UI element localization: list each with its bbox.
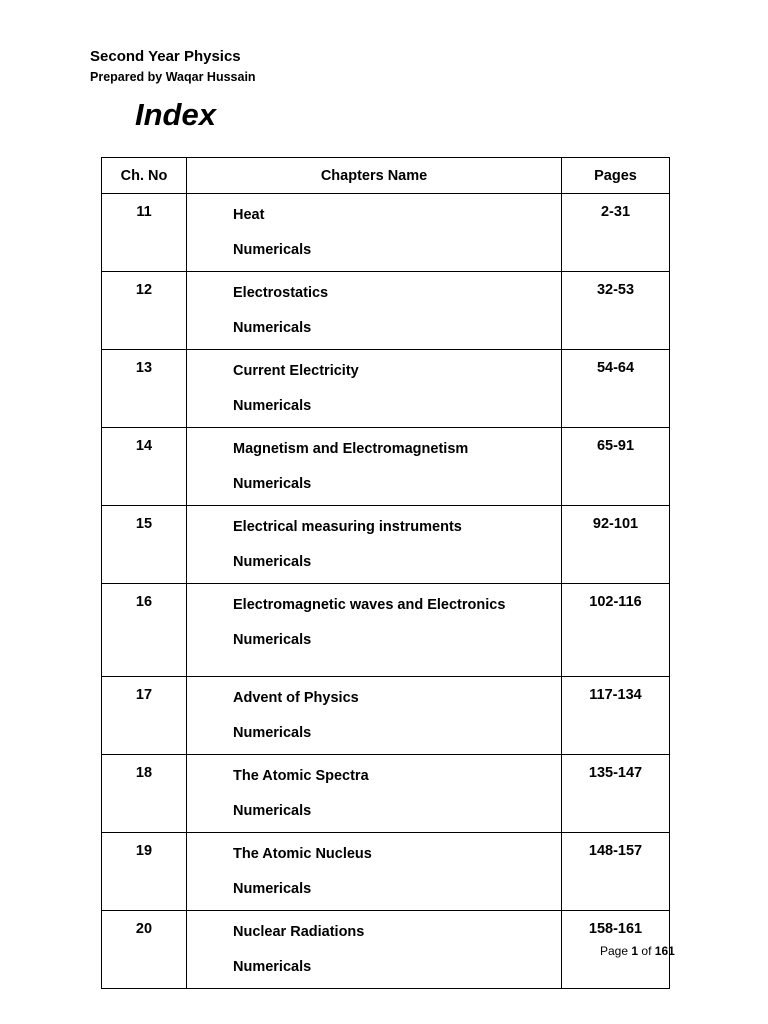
chapter-number: 11 bbox=[102, 194, 187, 272]
chapter-numericals: Numericals bbox=[233, 320, 312, 336]
chapter-numericals: Numericals bbox=[233, 476, 312, 492]
table-row bbox=[102, 677, 670, 755]
chapter-pages: 2-31 bbox=[562, 194, 670, 272]
chapter-pages: 135-147 bbox=[562, 755, 670, 833]
chapter-pages: 148-157 bbox=[562, 833, 670, 911]
chapter-name-cell bbox=[187, 506, 562, 584]
chapter-name: Electromagnetic waves and Electronics bbox=[233, 597, 506, 613]
chapter-name: Nuclear Radiations bbox=[233, 924, 365, 940]
chapter-numericals: Numericals bbox=[233, 959, 312, 975]
chapter-numericals: Numericals bbox=[233, 725, 312, 741]
page-of: of bbox=[641, 944, 652, 958]
table-row bbox=[102, 272, 670, 350]
table-row bbox=[102, 755, 670, 833]
document-title: Second Year Physics bbox=[90, 48, 241, 65]
index-table bbox=[101, 157, 670, 989]
column-header-pages: Pages bbox=[562, 158, 670, 194]
index-heading: Index bbox=[135, 97, 216, 132]
chapter-name: The Atomic Nucleus bbox=[233, 846, 372, 862]
page-prefix: Page bbox=[600, 944, 629, 958]
chapter-pages: 92-101 bbox=[562, 506, 670, 584]
chapter-name: Current Electricity bbox=[233, 363, 359, 379]
page-number bbox=[600, 944, 675, 958]
chapter-numericals: Numericals bbox=[233, 242, 312, 258]
chapter-pages: 117-134 bbox=[562, 677, 670, 755]
table-row bbox=[102, 833, 670, 911]
current-page: 1 bbox=[631, 944, 639, 958]
chapter-number: 13 bbox=[102, 350, 187, 428]
chapter-name: Electrical measuring instruments bbox=[233, 519, 462, 535]
chapter-name: Magnetism and Electromagnetism bbox=[233, 441, 469, 457]
chapter-name: Advent of Physics bbox=[233, 690, 359, 706]
chapter-name-cell bbox=[187, 677, 562, 755]
table-row bbox=[102, 350, 670, 428]
column-header-chapter-name: Chapters Name bbox=[187, 158, 562, 194]
chapter-pages: 102-116 bbox=[562, 584, 670, 677]
chapter-pages: 32-53 bbox=[562, 272, 670, 350]
chapter-pages: 65-91 bbox=[562, 428, 670, 506]
chapter-numericals: Numericals bbox=[233, 881, 312, 897]
chapter-name-cell bbox=[187, 755, 562, 833]
table-row bbox=[102, 506, 670, 584]
chapter-number: 15 bbox=[102, 506, 187, 584]
chapter-number: 19 bbox=[102, 833, 187, 911]
chapter-name: The Atomic Spectra bbox=[233, 768, 369, 784]
chapter-name-cell bbox=[187, 194, 562, 272]
chapter-pages: 158-161 bbox=[562, 911, 670, 989]
chapter-name-cell bbox=[187, 428, 562, 506]
chapter-numericals: Numericals bbox=[233, 554, 312, 570]
chapter-number: 12 bbox=[102, 272, 187, 350]
chapter-numericals: Numericals bbox=[233, 398, 312, 414]
column-header-chapter-no: Ch. No bbox=[102, 158, 187, 194]
document-author: Prepared by Waqar Hussain bbox=[90, 70, 256, 84]
chapter-numericals: Numericals bbox=[233, 632, 312, 648]
chapter-number: 14 bbox=[102, 428, 187, 506]
total-pages: 161 bbox=[654, 944, 675, 958]
table-row bbox=[102, 911, 670, 989]
chapter-name-cell bbox=[187, 584, 562, 677]
chapter-number: 18 bbox=[102, 755, 187, 833]
chapter-name-cell bbox=[187, 272, 562, 350]
chapter-number: 17 bbox=[102, 677, 187, 755]
chapter-number: 20 bbox=[102, 911, 187, 989]
chapter-name-cell bbox=[187, 911, 562, 989]
chapter-number: 16 bbox=[102, 584, 187, 677]
chapter-name: Electrostatics bbox=[233, 285, 329, 301]
chapter-pages: 54-64 bbox=[562, 350, 670, 428]
table-row bbox=[102, 428, 670, 506]
chapter-name-cell bbox=[187, 350, 562, 428]
table-header-row bbox=[102, 158, 670, 194]
chapter-name: Heat bbox=[233, 207, 265, 223]
chapter-numericals: Numericals bbox=[233, 803, 312, 819]
table-row bbox=[102, 584, 670, 677]
table-row bbox=[102, 194, 670, 272]
chapter-name-cell bbox=[187, 833, 562, 911]
